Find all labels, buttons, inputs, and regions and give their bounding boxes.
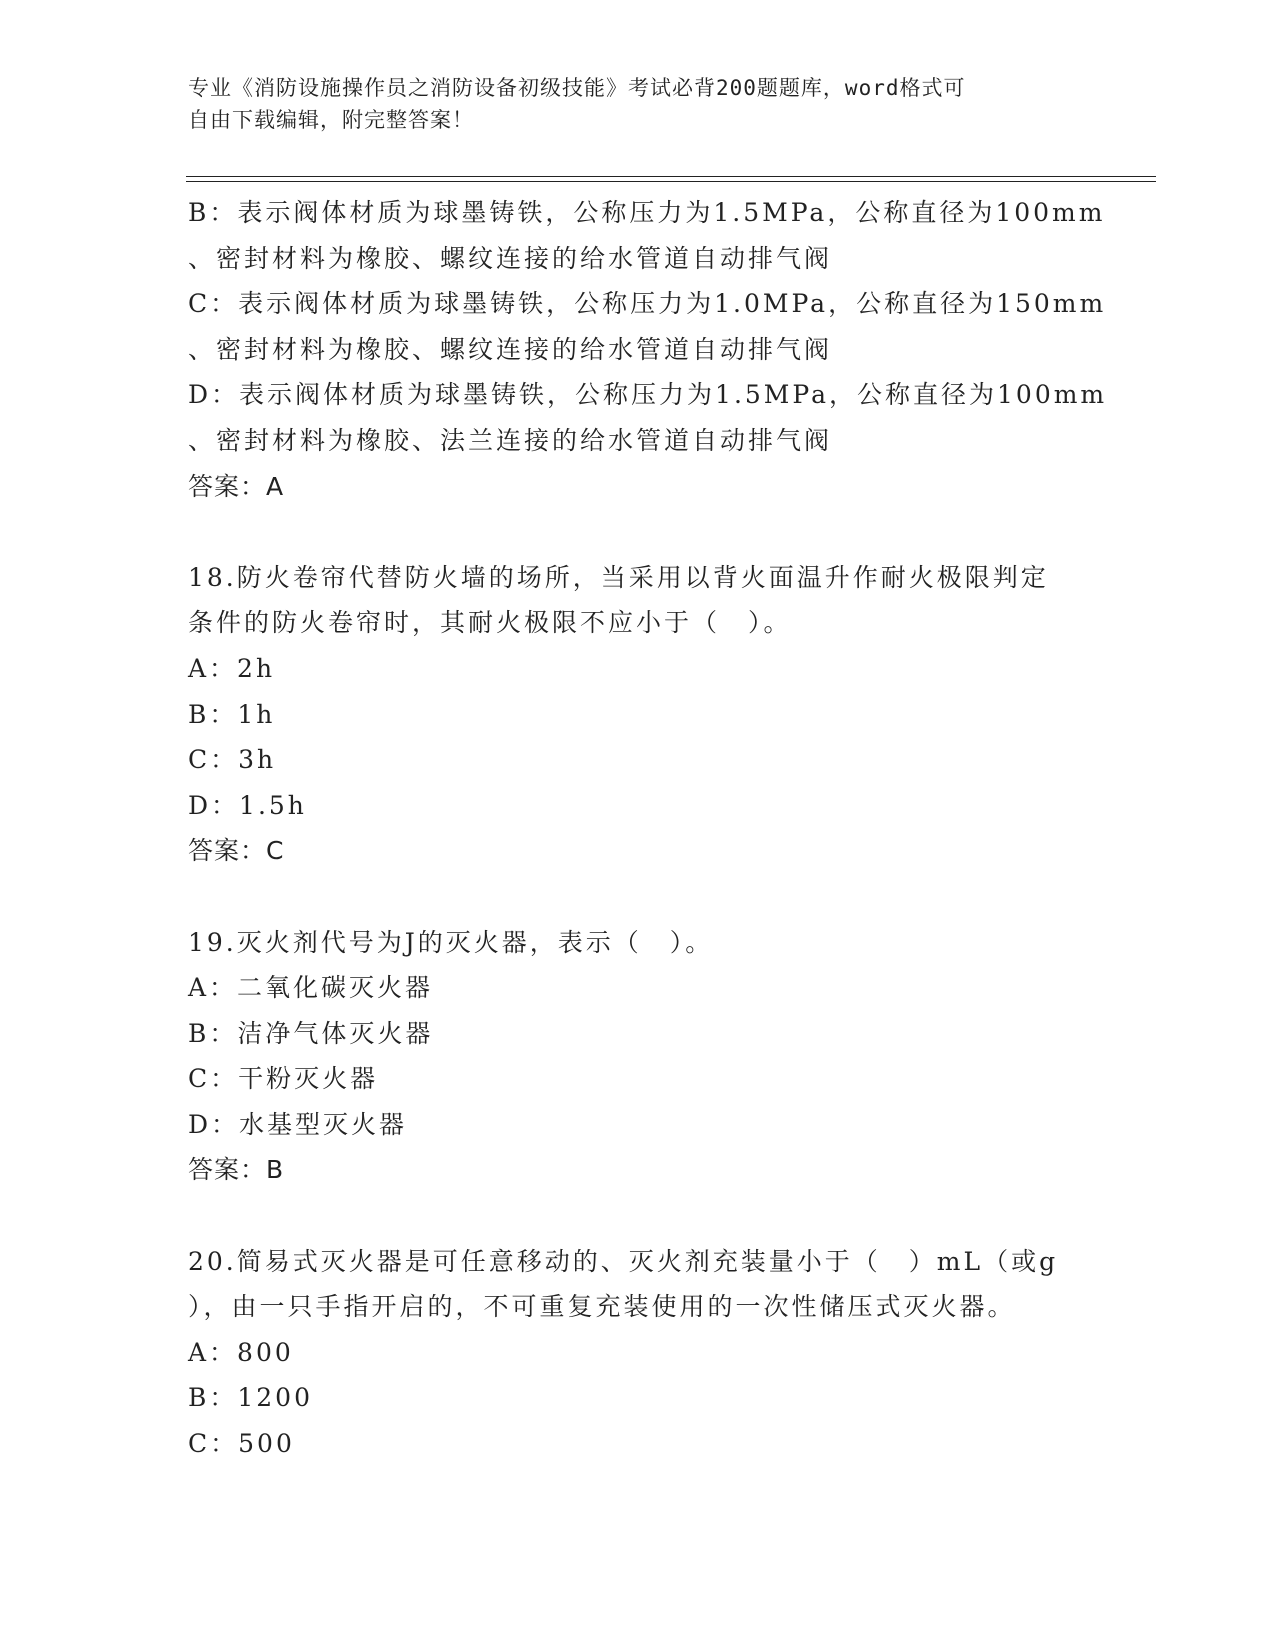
option-b: B：1h	[188, 699, 276, 729]
header-divider-bottom	[186, 181, 1156, 182]
header-line-2: 自由下载编辑，附完整答案！	[188, 108, 474, 132]
answer-19: 答案：B	[188, 1155, 285, 1185]
question-17-tail	[188, 190, 1108, 509]
question-content	[188, 190, 1108, 1467]
option-a: A：800	[188, 1337, 294, 1367]
option-b-line-2: 、密封材料为橡胶、螺纹连接的给水管道自动排气阀	[188, 243, 833, 273]
option-c: C：干粉灭火器	[188, 1064, 379, 1094]
question-18-stem-1: 18.防火卷帘代替防火墙的场所，当采用以背火面温升作耐火极限判定	[188, 562, 1049, 592]
question-20-stem-2: ），由一只手指开启的，不可重复充装使用的一次性储压式灭火器。	[188, 1292, 1016, 1322]
question-20-stem-1: 20.简易式灭火器是可任意移动的、灭火剂充装量小于（ ）mL（或g	[188, 1246, 1059, 1276]
option-a: A：二氧化碳灭火器	[188, 973, 434, 1003]
option-c: C：500	[188, 1429, 295, 1459]
spacer	[188, 874, 1088, 920]
header-divider-top	[186, 176, 1156, 177]
document-header	[188, 72, 1088, 136]
option-d-line-1: D：表示阀体材质为球墨铸铁，公称压力为1.5MPa，公称直径为100mm	[188, 380, 1108, 410]
question-19	[188, 920, 1088, 1194]
option-b: B：洁净气体灭火器	[188, 1018, 434, 1048]
question-20	[188, 1239, 1088, 1467]
option-d: D：1.5h	[188, 790, 307, 820]
option-d-line-2: 、密封材料为橡胶、法兰连接的给水管道自动排气阀	[188, 425, 833, 455]
question-18-stem-2: 条件的防火卷帘时，其耐火极限不应小于（ ）。	[188, 608, 792, 638]
option-d: D：水基型灭火器	[188, 1109, 408, 1139]
option-c-line-1: C：表示阀体材质为球墨铸铁，公称压力为1.0MPa，公称直径为150mm	[188, 289, 1107, 319]
option-c: C：3h	[188, 745, 277, 775]
spacer	[188, 1193, 1088, 1239]
question-19-stem-1: 19.灭火剂代号为J的灭火器，表示（ ）。	[188, 927, 714, 957]
option-b: B：1200	[188, 1383, 313, 1413]
question-18	[188, 555, 1088, 874]
option-c-line-2: 、密封材料为橡胶、螺纹连接的给水管道自动排气阀	[188, 334, 833, 364]
option-a: A：2h	[188, 653, 276, 683]
spacer	[188, 509, 1088, 555]
option-b-line-1: B：表示阀体材质为球墨铸铁，公称压力为1.5MPa，公称直径为100mm	[188, 198, 1106, 227]
header-line-1: 专业《消防设施操作员之消防设备初级技能》考试必背200题题库，word格式可	[188, 76, 966, 100]
answer-17: 答案：A	[188, 471, 285, 501]
answer-18: 答案：C	[188, 836, 285, 866]
